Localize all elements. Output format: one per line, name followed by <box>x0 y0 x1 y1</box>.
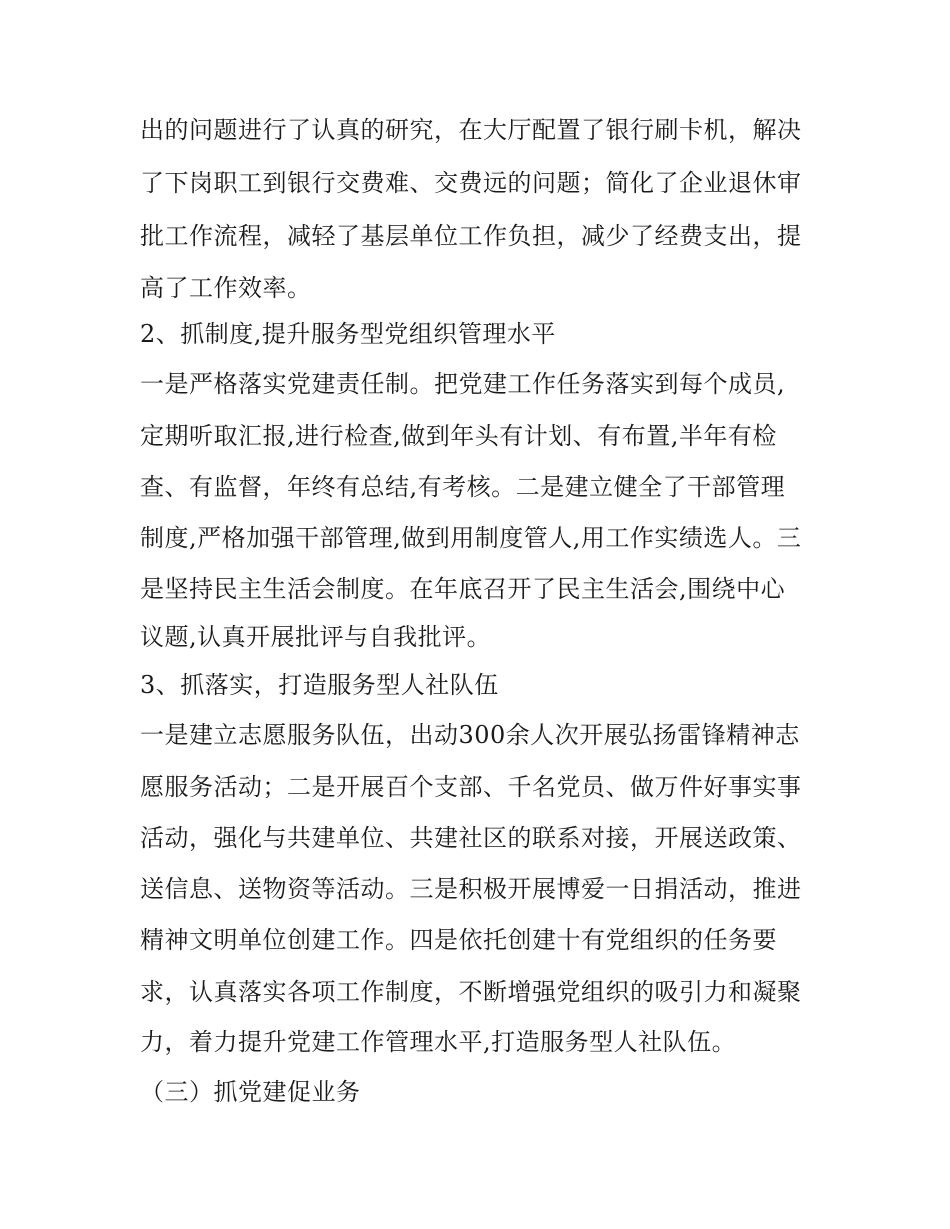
section-heading: 2、抓制度,提升服务型党组织管理水平 <box>140 320 556 348</box>
paragraph-line: 制度,严格加强干部管理,做到用制度管人,用工作实绩选人。三 <box>140 524 802 552</box>
paragraph-line: 一是严格落实党建责任制。把党建工作任务落实到每个成员, <box>140 370 786 398</box>
paragraph-line: 定期听取汇报,进行检查,做到年头有计划、有布置,半年有检 <box>140 422 777 450</box>
paragraph-line: 求，认真落实各项工作制度，不断增强党组织的吸引力和凝聚 <box>140 978 802 1006</box>
paragraph-line: 一是建立志愿服务队伍，出动300余人次开展弘扬雷锋精神志 <box>140 721 800 749</box>
paragraph-line: 愿服务活动；二是开展百个支部、千名党员、做万件好事实事 <box>140 773 802 801</box>
paragraph-line: 查、有监督，年终有总结,有考核。二是建立健全了干部管理 <box>140 473 786 501</box>
paragraph-line: 是坚持民主生活会制度。在年底召开了民主生活会,围绕中心 <box>140 575 786 603</box>
paragraph-line: 精神文明单位创建工作。四是依托创建十有党组织的任务要 <box>140 926 777 954</box>
paragraph-line: 高了工作效率。 <box>140 274 312 302</box>
section-heading: （三）抓党建促业务 <box>140 1078 361 1106</box>
paragraph-line: 力，着力提升党建工作管理水平,打造服务型人社队伍。 <box>140 1028 737 1056</box>
paragraph-line: 批工作流程，减轻了基层单位工作负担，减少了经费支出，提 <box>140 222 802 250</box>
paragraph-line: 活动，强化与共建单位、共建社区的联系对接，开展送政策、 <box>140 824 802 852</box>
paragraph-line: 了下岗职工到银行交费难、交费远的问题；简化了企业退休审 <box>140 169 802 197</box>
paragraph-line: 议题,认真开展批评与自我批评。 <box>140 623 492 651</box>
paragraph-line: 出的问题进行了认真的研究，在大厅配置了银行刷卡机，解决 <box>140 116 802 144</box>
section-heading: 3、抓落实，打造服务型人社队伍 <box>140 671 499 699</box>
paragraph-line: 送信息、送物资等活动。三是积极开展博爱一日捐活动，推进 <box>140 875 802 903</box>
